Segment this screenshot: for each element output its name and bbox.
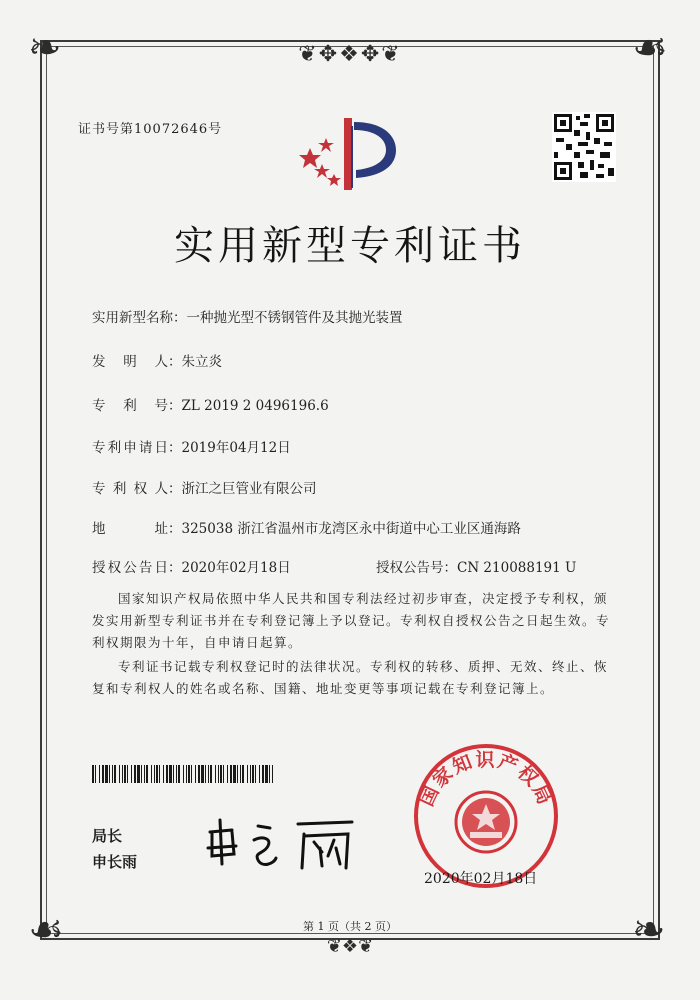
field-value: 一种抛光型不锈钢管件及其抛光装置 (186, 310, 403, 326)
field-value: 2020年02月18日 (181, 560, 291, 576)
field-patentee: 专利权人：浙江之巨管业有限公司 (92, 477, 317, 497)
field-label: 地址 (92, 521, 168, 537)
field-grant-number: 授权公告号：CN 210088191 U (376, 556, 576, 576)
director-signature (202, 812, 362, 876)
field-utility-model-name: 实用新型名称：一种抛光型不锈钢管件及其抛光装置 (92, 306, 403, 326)
grant-statement-paragraph: 国家知识产权局依照中华人民共和国专利法经过初步审查，决定授予专利权，颁发实用新型专利证书并在专利登记簿上予以登记。专利权自授权公告之日起生效。专利权期限为十年，自申请日起算。 (92, 591, 611, 650)
svg-text:国家知识产权局: 国家知识产权局 (415, 749, 557, 810)
bottom-ornament: ❦❖❦ (326, 936, 374, 957)
seal-date: 2020年02月18日 (424, 871, 538, 887)
field-label: 专利权人 (92, 481, 168, 497)
field-value: 325038 浙江省温州市龙湾区永中街道中心工业区通海路 (181, 521, 521, 537)
field-label: 专利申请日 (92, 440, 168, 456)
certificate-number: 证书号第10072646号 (78, 122, 223, 137)
director-name: 申长雨 (92, 853, 138, 871)
field-label: 专利号 (92, 398, 168, 414)
field-inventor: 发明人：朱立炎 (92, 350, 222, 370)
director-title: 局长 (92, 827, 123, 845)
field-patent-number: 专利号：ZL 2019 2 0496196.6 (92, 394, 329, 414)
field-label: 发明人 (92, 354, 168, 370)
barcode-icon (92, 765, 274, 783)
top-ornament: ❦✥❖✥❦ (298, 42, 402, 67)
field-value: 浙江之巨管业有限公司 (181, 481, 317, 497)
field-value: ZL 2019 2 0496196.6 (181, 398, 329, 414)
certificate-title: 实用新型专利证书 (174, 223, 526, 269)
field-label: 授权公告号 (376, 560, 444, 576)
field-label: 实用新型名称 (92, 310, 173, 326)
field-value: 2019年04月12日 (181, 440, 291, 456)
page-number: 第 1 页（共 2 页） (303, 920, 397, 933)
field-address: 地址：325038 浙江省温州市龙湾区永中街道中心工业区通海路 (92, 517, 521, 537)
field-value: 朱立炎 (181, 354, 222, 370)
corner-ornament-tl: ❧ (28, 25, 62, 71)
corner-ornament-br: ❧ (632, 907, 666, 953)
corner-ornament-bl: ☙ (28, 907, 64, 953)
cnipa-logo-icon (296, 108, 406, 198)
field-value: CN 210088191 U (457, 560, 577, 576)
corner-ornament-tr: ☙ (632, 25, 668, 71)
field-grant-date: 授权公告日：2020年02月18日 (92, 556, 291, 576)
field-label: 授权公告日 (92, 560, 168, 576)
field-application-date: 专利申请日：2019年04月12日 (92, 436, 291, 456)
legal-status-paragraph: 专利证书记载专利权登记时的法律状况。专利权的转移、质押、无效、终止、恢复和专利权人的姓名或名称、国籍、地址变更等事项记载在专利登记簿上。 (92, 659, 609, 696)
qr-code-icon (552, 112, 616, 182)
